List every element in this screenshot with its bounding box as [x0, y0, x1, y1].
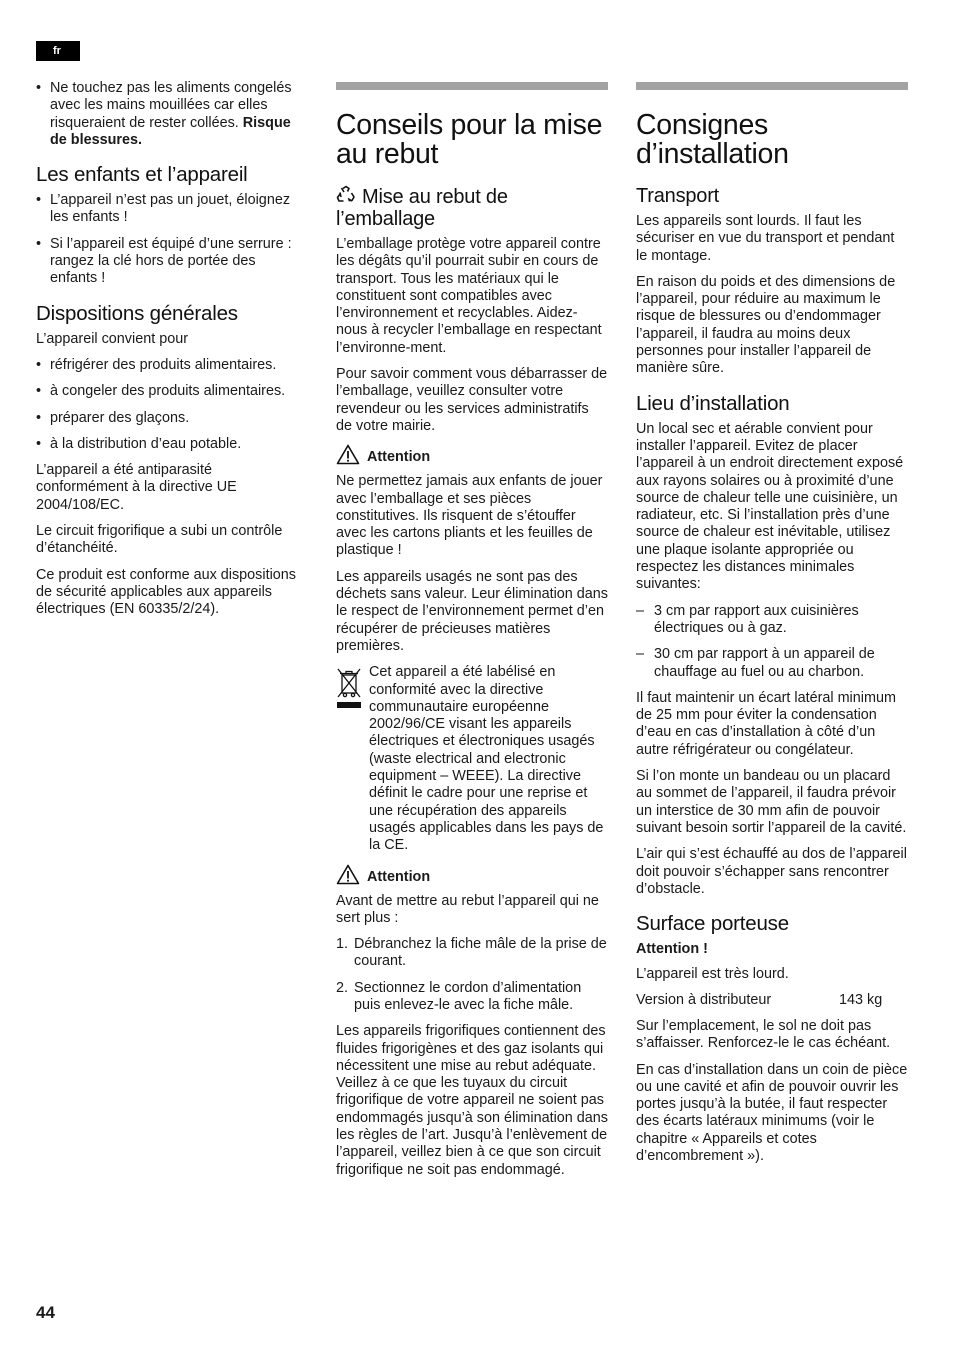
list-item: • à congeler des produits alimentaires. [36, 383, 306, 400]
disposal-steps [336, 936, 608, 1014]
section-title-dispositions: Dispositions générales [36, 301, 238, 325]
list-item: – 30 cm par rapport à un appareil de chauffage au fuel ou au charbon. [636, 646, 908, 681]
paragraph: Les appareils usagés ne sont pas des déchets sans valeur. Leur élimination dans le respect de l’environnement permet d’en récupérer de précieuses matières premières. [336, 568, 608, 654]
paragraph: Avant de mettre au rebut l’appareil qui ne sert plus : [336, 892, 599, 926]
warning-triangle-icon [336, 864, 360, 885]
paragraph: Sur l’emplacement, le sol ne doit pas s’affaisser. Renforcez-le le cas échéant. [636, 1017, 891, 1052]
weee-notice [336, 664, 608, 854]
weee-text: Cet appareil a été labélisé en conformité avec la directive communautaire européenne 2002/96/CE visant les appareils électriques et électroniques usagés (waste electrical and electronic equipment – WEEE). La directive définit le cadre pour une reprise et une récupération des appareils usagés applicables dans les pays de la CE. [369, 664, 604, 854]
paragraph: Il faut maintenir un écart latéral minimum de 25 mm pour éviter la condensation d’eau en cas d’installation à côté d’un autre réfrigérateur ou congélateur. [636, 689, 896, 758]
page-number: 44 [36, 1303, 55, 1322]
list-item: • Ne touchez pas les aliments congelés avec les mains mouillées car elles risqueraient de rester collées. Risque de blessures. [36, 80, 306, 149]
weight-label: Version à distributeur [636, 991, 772, 1008]
subsection-title-surface: Surface porteuse [636, 912, 789, 936]
paragraph: Si l’on monte un bandeau ou un placard au sommet de l’appareil, il faudra prévoir un interstice de 30 mm afin de pouvoir suivant besoin sortir l’appareil de la cavité. [636, 768, 907, 836]
paragraph: Les appareils frigorifiques contiennent des fluides frigorigènes et des gaz isolants qui nécessitent une mise au rebut adéquate. Veillez à ce que les tuyaux du circuit frigorifique de votre appareil ne soient pas endommagés jusqu’à son élimination dans les règles de l’art. Jusqu’à l’enlèvement de l’appareil, veillez bien à ce que son circuit frigorifique ne soit pas endommagé. [336, 1023, 608, 1178]
column-safety [36, 80, 306, 628]
paragraph: L’appareil a été antiparasité conformément à la directive UE 2004/108/EC. [36, 462, 237, 513]
step-item: 2. Sectionnez le cordon d’alimentation puis enlevez-le avec la fiche mâle. [336, 979, 582, 1013]
step-item: 1. Débranchez la fiche mâle de la prise de courant. [336, 936, 607, 970]
enfants-list [36, 192, 306, 287]
paragraph: Un local sec et aérable convient pour installer l’appareil. Evitez de placer l’appareil à un endroit directement exposé aux rayons solaires ou à proximité d’une source de chaleur telle une cuisinière, un radiateur, etc. Si l’installation près d’une source de chaleur est inévitable, utilisez une plaque isolante appropriée ou respectez les distances minimales suivantes: [636, 420, 904, 593]
section-rule [336, 82, 608, 90]
list-item: – 3 cm par rapport aux cuisinières électriques ou à gaz. [636, 603, 908, 638]
paragraph: En cas d’installation dans un coin de pièce ou une cavité et afin de pouvoir ouvrir les portes jusqu’à la butée, il faut respecter des écarts latéraux minimums (voir le chapitre « Appareils et cotes d’encombrement »). [636, 1061, 908, 1165]
language-tag: fr [36, 41, 80, 61]
dispositions-list [36, 357, 306, 453]
paragraph: Le circuit frigorifique a subi un contrôle d’étanchéité. [36, 523, 283, 557]
list-item: • préparer des glaçons. [36, 410, 306, 427]
section-title-enfants: Les enfants et l’appareil [36, 163, 248, 187]
column-installation [636, 80, 908, 1174]
paragraph: L’appareil est très lourd. [636, 966, 789, 983]
subsection-title-emballage: Mise au rebut de l’emballage [336, 186, 508, 230]
subsection-title-transport: Transport [636, 185, 720, 207]
paragraph: Les appareils sont lourds. Il faut les sécuriser en vue du transport et pendant le montage. [636, 213, 895, 264]
intro-list [36, 80, 306, 149]
chapter-title-disposal: Conseils pour la mise au rebut [336, 109, 603, 170]
paragraph: En raison du poids et des dimensions de l’appareil, pour réduire au maximum le risque de blessures ou d’endommager l’appareil, il faudra au moins deux personnes pour installer l’appareil de manière sûre. [636, 273, 896, 377]
chapter-title-installation: Consignes d’installation [636, 109, 789, 170]
paragraph: L’emballage protège votre appareil contre les dégâts qu’il pourrait subir en cours de transport. Tous les matériaux qui le constituent sont compatibles avec l’environnement et recyclables. Aidez-nous à recycler l’emballage en respectant l’environne-ment. [336, 236, 602, 356]
distance-list [636, 603, 908, 681]
subsection-title-lieu: Lieu d’installation [636, 391, 790, 415]
recycle-icon [336, 185, 356, 205]
paragraph: Ce produit est conforme aux dispositions de sécurité applicables aux appareils électriques (EN 60335/2/24). [36, 566, 296, 618]
crossed-bin-icon [336, 664, 362, 854]
paragraph: Ne permettez jamais aux enfants de jouer avec l’emballage et ses pièces constitutives. Ils risquent de s’étouffer avec les cartons pliants et les feuilles de plastique ! [336, 473, 603, 559]
list-item: • L’appareil n’est pas un jouet, éloignez les enfants ! [36, 192, 306, 227]
section-rule [636, 82, 908, 90]
paragraph: Pour savoir comment vous débarrasser de l’emballage, veuillez consulter votre revendeur ou les services administratifs de votre mairie. [336, 366, 608, 434]
weight-value: 143 kg [839, 991, 883, 1008]
list-item: • Si l’appareil est équipé d’une serrure : rangez la clé hors de portée des enfants ! [36, 236, 306, 288]
dispositions-intro: L’appareil convient pour [36, 330, 189, 347]
attention-heading: Attention [336, 864, 608, 885]
risk-warning: Risque de blessures. [50, 114, 291, 148]
attention-label: Attention ! [636, 941, 708, 958]
attention-heading: Attention [336, 444, 608, 465]
list-item: • à la distribution d’eau potable. [36, 436, 306, 453]
list-item: • réfrigérer des produits alimentaires. [36, 357, 306, 374]
column-disposal [336, 80, 608, 1188]
paragraph: L’air qui s’est échauffé au dos de l’appareil doit pouvoir s’échapper sans rencontrer d’obstacle. [636, 846, 907, 897]
weight-row [636, 992, 908, 1009]
warning-triangle-icon [336, 444, 360, 465]
